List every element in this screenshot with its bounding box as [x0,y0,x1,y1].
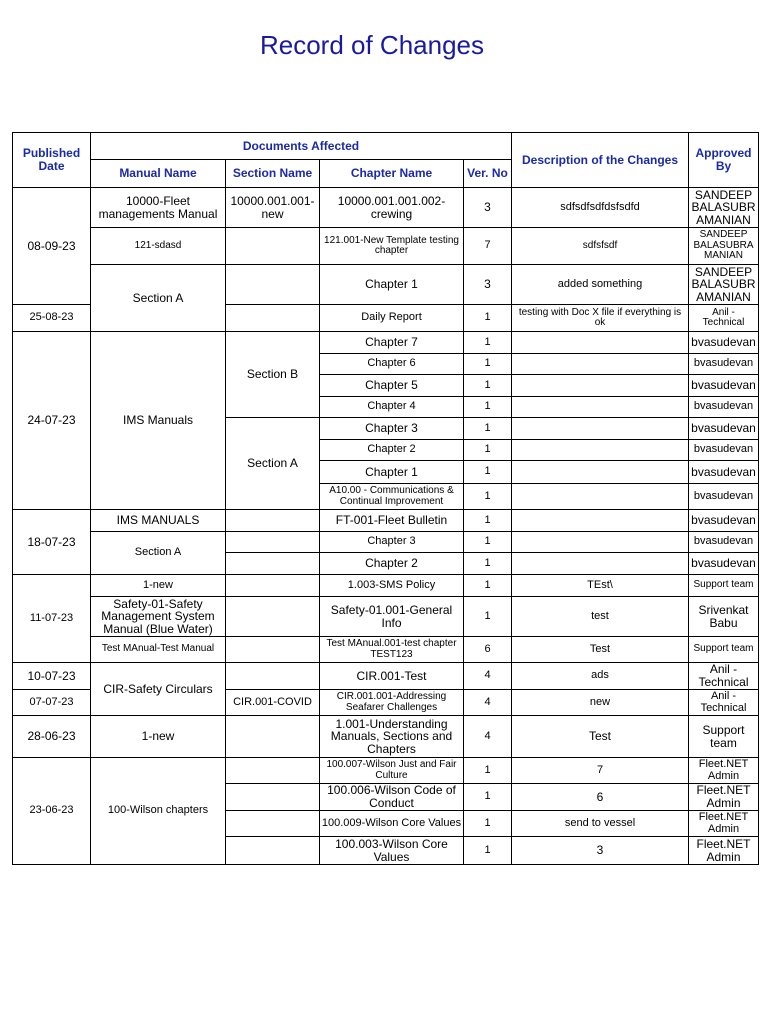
cell-desc: ads [512,663,689,690]
cell-date: 25-08-23 [13,305,91,332]
cell-desc [512,510,689,532]
cell-manual: Section A [91,265,226,332]
cell-ver: 1 [464,354,512,375]
cell-approved: bvasudevan [689,332,759,354]
table-row [13,265,759,305]
cell-chapter: Chapter 6 [320,354,464,375]
cell-approved: Support team [689,716,759,758]
cell-manual: 10000-Fleet managements Manual [91,188,226,228]
cell-approved: bvasudevan [689,532,759,553]
header-approved-by: Approved By [689,133,759,188]
cell-approved: Fleet.NET Admin [689,837,759,865]
cell-manual: 1-new [91,716,226,758]
cell-section [226,716,320,758]
table-row [13,637,759,663]
cell-manual: 1-new [91,575,226,597]
record-of-changes-table [12,132,759,865]
cell-ver: 1 [464,510,512,532]
cell-ver: 1 [464,332,512,354]
cell-approved: SANDEEP BALASUBRAMANIAN [689,188,759,228]
cell-approved: bvasudevan [689,484,759,510]
cell-ver: 4 [464,716,512,758]
cell-desc [512,332,689,354]
cell-section [226,758,320,784]
cell-chapter: 1.001-Understanding Manuals, Sections and Chapters [320,716,464,758]
cell-ver: 3 [464,188,512,228]
cell-section [226,532,320,553]
cell-chapter: CIR.001-Test [320,663,464,690]
table-row [13,228,759,265]
table-row [13,575,759,597]
cell-chapter: Daily Report [320,305,464,332]
cell-desc: testing with Doc X file if everything is ok [512,305,689,332]
cell-chapter: Chapter 2 [320,553,464,575]
cell-chapter: 100.007-Wilson Just and Fair Culture [320,758,464,784]
cell-ver: 1 [464,597,512,637]
cell-approved: bvasudevan [689,418,759,440]
cell-date: 18-07-23 [13,510,91,575]
cell-desc [512,484,689,510]
cell-desc [512,553,689,575]
table-row [13,332,759,354]
cell-chapter: 1.003-SMS Policy [320,575,464,597]
cell-desc: new [512,690,689,716]
cell-desc: TEst\ [512,575,689,597]
cell-manual: IMS Manuals [91,332,226,510]
table-row [13,188,759,228]
cell-manual: 121-sdasd [91,228,226,265]
cell-section [226,837,320,865]
cell-chapter: Test MAnual.001-test chapter TEST123 [320,637,464,663]
cell-ver: 1 [464,553,512,575]
cell-section: 10000.001.001-new [226,188,320,228]
table-row [13,597,759,637]
cell-desc [512,397,689,418]
cell-ver: 1 [464,461,512,484]
cell-ver: 7 [464,228,512,265]
cell-date: 07-07-23 [13,690,91,716]
cell-section [226,575,320,597]
header-manual-name: Manual Name [91,160,226,188]
cell-manual: Test MAnual-Test Manual [91,637,226,663]
cell-ver: 1 [464,440,512,461]
cell-date: 10-07-23 [13,663,91,690]
cell-approved: Fleet.NET Admin [689,758,759,784]
cell-section [226,784,320,811]
cell-ver: 1 [464,811,512,837]
cell-section: Section B [226,332,320,418]
header-documents-affected: Documents Affected [91,133,512,160]
cell-approved: Anil - Technical [689,663,759,690]
cell-ver: 4 [464,690,512,716]
cell-date: 24-07-23 [13,332,91,510]
cell-ver: 1 [464,575,512,597]
cell-date: 23-06-23 [13,758,91,865]
cell-date: 28-06-23 [13,716,91,758]
cell-manual: IMS MANUALS [91,510,226,532]
cell-approved: bvasudevan [689,510,759,532]
cell-chapter: A10.00 - Communications & Continual Improvement [320,484,464,510]
table-row [13,532,759,553]
cell-approved: bvasudevan [689,354,759,375]
cell-desc: Test [512,637,689,663]
cell-section [226,553,320,575]
cell-desc: Test [512,716,689,758]
cell-ver: 1 [464,784,512,811]
cell-desc: added something [512,265,689,305]
cell-desc [512,461,689,484]
cell-section [226,637,320,663]
cell-ver: 1 [464,375,512,397]
table-row [13,716,759,758]
cell-approved: bvasudevan [689,461,759,484]
cell-desc: sdfsfsdf [512,228,689,265]
table-row [13,758,759,784]
cell-section [226,228,320,265]
cell-desc [512,375,689,397]
cell-approved: Anil - Technical [689,305,759,332]
cell-approved: SANDEEP BALASUBRAMANIAN [689,265,759,305]
cell-section [226,305,320,332]
cell-chapter: Chapter 1 [320,461,464,484]
cell-approved: Fleet.NET Admin [689,811,759,837]
cell-section [226,811,320,837]
cell-desc: send to vessel [512,811,689,837]
cell-section [226,663,320,690]
header-ver-no: Ver. No [464,160,512,188]
cell-approved: Fleet.NET Admin [689,784,759,811]
page-title: Record of Changes [259,30,485,60]
cell-approved: bvasudevan [689,553,759,575]
cell-ver: 1 [464,418,512,440]
cell-section: Section A [226,418,320,510]
cell-chapter: Chapter 3 [320,532,464,553]
cell-chapter: 100.009-Wilson Core Values [320,811,464,837]
cell-desc [512,354,689,375]
cell-desc: sdfsdfsdfdsfsdfd [512,188,689,228]
cell-chapter: Chapter 7 [320,332,464,354]
cell-manual: Section A [91,532,226,575]
cell-ver: 1 [464,758,512,784]
cell-chapter: Safety-01.001-General Info [320,597,464,637]
cell-section [226,510,320,532]
cell-approved: Support team [689,575,759,597]
cell-desc: 7 [512,758,689,784]
cell-desc [512,440,689,461]
cell-chapter: Chapter 1 [320,265,464,305]
cell-chapter: 10000.001.001.002-crewing [320,188,464,228]
cell-chapter: Chapter 5 [320,375,464,397]
cell-ver: 1 [464,484,512,510]
table-row [13,663,759,690]
cell-approved: Anil - Technical [689,690,759,716]
cell-chapter: Chapter 3 [320,418,464,440]
cell-approved: SANDEEP BALASUBRAMANIAN [689,228,759,265]
cell-manual: 100-Wilson chapters [91,758,226,865]
cell-ver: 1 [464,305,512,332]
cell-approved: Support team [689,637,759,663]
cell-desc [512,532,689,553]
cell-date: 08-09-23 [13,188,91,305]
cell-chapter: 100.006-Wilson Code of Conduct [320,784,464,811]
cell-approved: bvasudevan [689,440,759,461]
cell-desc: test [512,597,689,637]
cell-approved: Srivenkat Babu [689,597,759,637]
cell-manual: Safety-01-Safety Management System Manual (Blue Water) [91,597,226,637]
header-chapter-name: Chapter Name [320,160,464,188]
table-row [13,510,759,532]
cell-chapter: 100.003-Wilson Core Values [320,837,464,865]
cell-chapter: FT-001-Fleet Bulletin [320,510,464,532]
cell-date: 11-07-23 [13,575,91,663]
cell-section: CIR.001-COVID [226,690,320,716]
cell-section [226,265,320,305]
header-section-name: Section Name [226,160,320,188]
cell-ver: 1 [464,532,512,553]
cell-ver: 6 [464,637,512,663]
cell-ver: 1 [464,837,512,865]
header-published-date: Published Date [13,133,91,188]
cell-desc: 6 [512,784,689,811]
cell-chapter: 121.001-New Template testing chapter [320,228,464,265]
cell-ver: 4 [464,663,512,690]
cell-manual: CIR-Safety Circulars [91,663,226,716]
cell-section [226,597,320,637]
cell-chapter: CIR.001.001-Addressing Seafarer Challenges [320,690,464,716]
cell-approved: bvasudevan [689,375,759,397]
cell-ver: 3 [464,265,512,305]
cell-desc: 3 [512,837,689,865]
header-description: Description of the Changes [512,133,689,188]
cell-approved: bvasudevan [689,397,759,418]
cell-chapter: Chapter 4 [320,397,464,418]
cell-desc [512,418,689,440]
cell-chapter: Chapter 2 [320,440,464,461]
cell-ver: 1 [464,397,512,418]
